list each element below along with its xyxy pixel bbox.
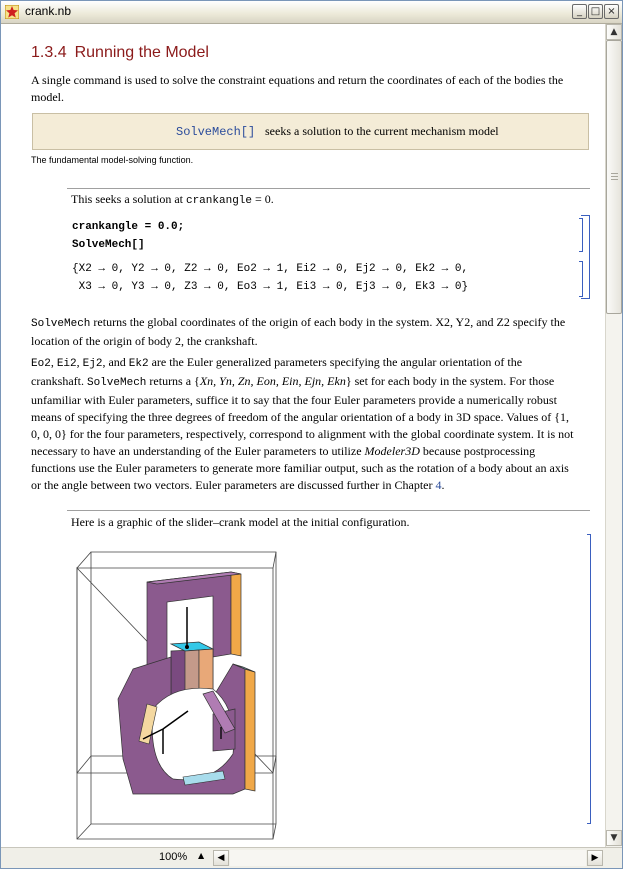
para2-text-2: , [76, 355, 83, 369]
status-bar [1, 847, 622, 869]
para2-text-7: because postprocessing functions use the Euler parameters to generate more familiar output, such as the rotation of a body about an axis or the angle between two vectors. Euler parameters are discussed further in Chapter [31, 444, 569, 492]
status-empty-area [1, 850, 151, 866]
vertical-scroll-thumb[interactable] [606, 40, 622, 314]
zoom-level[interactable]: 100% [159, 851, 188, 863]
example2-text: Here is a graphic of the slider–crank model at the initial configuration. [71, 515, 410, 529]
example1-text-pre: This seeks a solution at [71, 192, 186, 206]
intro-text: A single command is used to solve the constraint equations and return the coordinates of each of the bodies the model. [31, 73, 564, 104]
example-divider [67, 188, 590, 189]
input-line-2[interactable]: SolveMech[] [72, 239, 145, 251]
para2-text-3: , and [102, 355, 129, 369]
example1-text [71, 191, 571, 210]
example1-text-code: crankangle [185, 195, 252, 207]
paragraph-euler [31, 354, 576, 494]
definition-command: SolveMech[] [176, 125, 256, 139]
para2-code-solvemech: SolveMech [86, 377, 147, 389]
para2-text-1: , [50, 355, 57, 369]
example2-divider [67, 510, 590, 511]
zoom-menu-icon[interactable]: ▲ [198, 851, 205, 860]
para2-code-ei2: Ei2 [56, 358, 77, 370]
input-line-1[interactable]: crankangle = 0.0; [72, 221, 185, 233]
paragraph-coordinates [31, 314, 576, 350]
definition-box [32, 113, 589, 150]
section-heading [31, 44, 209, 62]
para2-italic-modeler3d: Modeler3D [364, 444, 420, 458]
chapter-link[interactable]: 4 [435, 478, 442, 492]
minimize-icon[interactable]: _ [572, 4, 587, 19]
para2-text-5: returns a { [146, 374, 200, 388]
scroll-right-icon[interactable]: ▶ [587, 850, 603, 866]
para2-text-4: are the Euler generalized parameters specifying the angular orientation of the crankshaft. [31, 355, 523, 388]
close-icon[interactable]: × [604, 4, 619, 19]
horizontal-scroll-track[interactable] [230, 850, 586, 866]
graphics-cell-bracket[interactable] [587, 534, 591, 824]
title-bar[interactable] [1, 1, 622, 24]
output-line-1: {X2 → 0, Y2 → 0, Z2 → 0, Eo2 → 1, Ei2 → 0, Ej2 → 0, Ek2 → 0, [72, 263, 469, 275]
definition-description: seeks a solution to the current mechanism model [265, 124, 499, 138]
para1-code: SolveMech [31, 318, 91, 330]
maximize-icon[interactable]: □ [588, 4, 603, 19]
notebook-content[interactable] [1, 24, 605, 847]
para2-code-ej2: Ej2 [82, 358, 103, 370]
para2-text-8: . [441, 478, 445, 492]
para2-code-eo2: Eo2 [31, 358, 51, 370]
section-title: Running the Model [74, 44, 209, 61]
example1-text-post: = 0. [252, 192, 274, 206]
output-line-2: X3 → 0, Y3 → 0, Z3 → 0, Eo3 → 1, Ei3 → 0, Ej3 → 0, Ek3 → 0} [72, 281, 469, 293]
group-cell-bracket[interactable] [581, 215, 590, 299]
window-title: crank.nb [25, 4, 72, 18]
section-number: 1.3.4 [31, 44, 67, 61]
mathematica-star-icon [5, 5, 19, 19]
definition-caption: The fundamental model-solving function. [31, 155, 194, 165]
para2-text-6: } set for each body in the system. For those unfamiliar with Euler parameters, suffice it to say that the four Euler parameters provide a numerically robust means of specifying the three degrees of freedom of the angular orientation of a body in 3D space. Values of {1, 0, 0, 0} for the four parameters, respectively, correspond to alignment with the global coordinate system. It is not necessary to have an understanding of the Euler parameters to utilize [31, 374, 574, 458]
scroll-left-icon[interactable]: ◀ [213, 850, 229, 866]
para1-text: returns the global coordinates of the origin of each body in the system. X2, Y2, and Z2 specify the location of the origin of body 2, the crankshaft. [31, 315, 566, 348]
para2-italic-set: Xn, Yn, Zn, Eon, Ein, Ejn, Ekn [199, 374, 346, 388]
slider-crank-graphic[interactable] [73, 539, 278, 845]
vertical-scrollbar[interactable] [605, 24, 622, 847]
para2-code-ek2: Ek2 [128, 358, 149, 370]
scroll-down-icon[interactable]: ▼ [606, 830, 622, 846]
scroll-up-icon[interactable]: ▲ [606, 24, 622, 40]
